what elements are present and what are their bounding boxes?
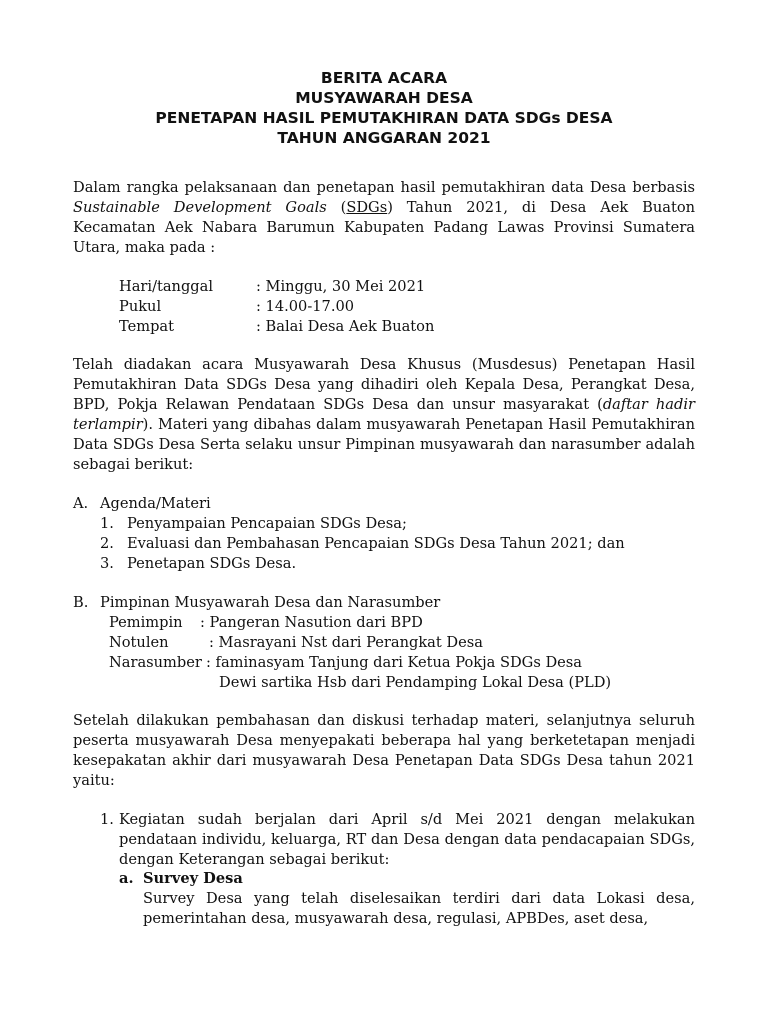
meeting-text-1: Telah diadakan acara Musyawarah Desa Khusus (Musdesus) Penetapan Hasil Pemutakhiran Data SDGs Desa yang dihadiri oleh Kepala Desa, Perangkat Desa, BPD, Pokja Relawan Pendataan SDGs Desa dan unsur masyarakat ( <box>73 356 695 413</box>
narasumber-value-1: : faminasyam Tanjung dari Ketua Pokja SDGs Desa <box>206 654 582 671</box>
intro-italic: Sustainable Development Goals <box>73 199 327 216</box>
intro-text-2: ( <box>326 199 347 216</box>
schedule-value-day: : Minggu, 30 Mei 2021 <box>256 278 426 295</box>
section-b-title: Pimpinan Musyawarah Desa dan Narasumber <box>100 594 441 611</box>
notulen-label: Notulen <box>109 634 169 651</box>
sub-a-title: Survey Desa <box>143 870 243 887</box>
doc-title-line2: MUSYAWARAH DESA <box>295 89 473 107</box>
agreement-paragraph: Setelah dilakukan pembahasan dan diskusi terhadap materi, selanjutnya seluruh peserta musyawarah Desa menyepakati beberapa hal yang berketetapan menjadi kesepakatan akhir dari musyawarah Desa Penetapan Data SDGs Desa tahun 2021 yaitu: <box>73 712 695 789</box>
agenda-item: Evaluasi dan Pembahasan Pencapaian SDGs Desa Tahun 2021; dan <box>127 535 625 552</box>
pimpinan-value: : Pangeran Nasution dari BPD <box>200 614 423 631</box>
section-b-marker: B. <box>73 594 89 611</box>
agenda-item-num: 1. <box>100 515 114 532</box>
doc-title-line4: TAHUN ANGGARAN 2021 <box>277 129 491 147</box>
section-a-title: Agenda/Materi <box>100 495 211 512</box>
intro-paragraph <box>73 178 695 258</box>
schedule-label-time: Pukul <box>119 298 162 315</box>
intro-underlined: SDGs <box>346 199 388 216</box>
narasumber-label: Narasumber <box>109 654 202 671</box>
sub-a-marker: a. <box>119 870 134 887</box>
meeting-text-2: ). Materi yang dibahas dalam musyawarah Penetapan Hasil Pemutakhiran Data SDGs Desa Serta selaku unsur Pimpinan musyawarah dan narasumber adalah sebagai berikut: <box>73 416 695 473</box>
meeting-italic: daftar hadir terlampir <box>73 396 695 433</box>
narasumber-value-2: Dewi sartika Hsb dari Pendamping Lokal Desa (PLD) <box>219 674 612 691</box>
decision-item-text: Kegiatan sudah berjalan dari April s/d Mei 2021 dengan melakukan pendataan individu, keluarga, RT dan Desa dengan data pendacapaian SDGs, dengan Keterangan sebagai berikut: <box>119 811 695 868</box>
decision-item-num: 1. <box>100 811 114 828</box>
sub-a-text: Survey Desa yang telah diselesaikan terdiri dari data Lokasi desa, pemerintahan desa, musyawarah desa, regulasi, APBDes, aset desa, <box>143 890 695 927</box>
meeting-paragraph <box>73 355 695 475</box>
pimpinan-label: Pemimpin <box>109 614 183 631</box>
schedule-label-place: Tempat <box>119 318 174 335</box>
agenda-item: Penyampaian Pencapaian SDGs Desa; <box>127 515 407 532</box>
schedule-value-place: : Balai Desa Aek Buaton <box>256 318 435 335</box>
agenda-item-num: 2. <box>100 535 114 552</box>
schedule-label-day: Hari/tanggal <box>119 278 214 295</box>
doc-title-line1: BERITA ACARA <box>320 69 448 87</box>
section-a-marker: A. <box>73 495 89 512</box>
agenda-item-num: 3. <box>100 555 114 572</box>
notulen-value: : Masrayani Nst dari Perangkat Desa <box>209 634 483 651</box>
intro-text-1: Dalam rangka pelaksanaan dan penetapan hasil pemutakhiran data Desa berbasis <box>73 179 695 196</box>
schedule-value-time: : 14.00-17.00 <box>256 298 355 315</box>
doc-title-line3: PENETAPAN HASIL PEMUTAKHIRAN DATA SDGs DESA <box>155 109 613 127</box>
agenda-item: Penetapan SDGs Desa. <box>127 555 297 572</box>
intro-text-3: ) Tahun 2021, di Desa Aek Buaton Kecamatan Aek Nabara Barumun Kabupaten Padang Lawas Provinsi Sumatera Utara, maka pada : <box>73 199 696 256</box>
